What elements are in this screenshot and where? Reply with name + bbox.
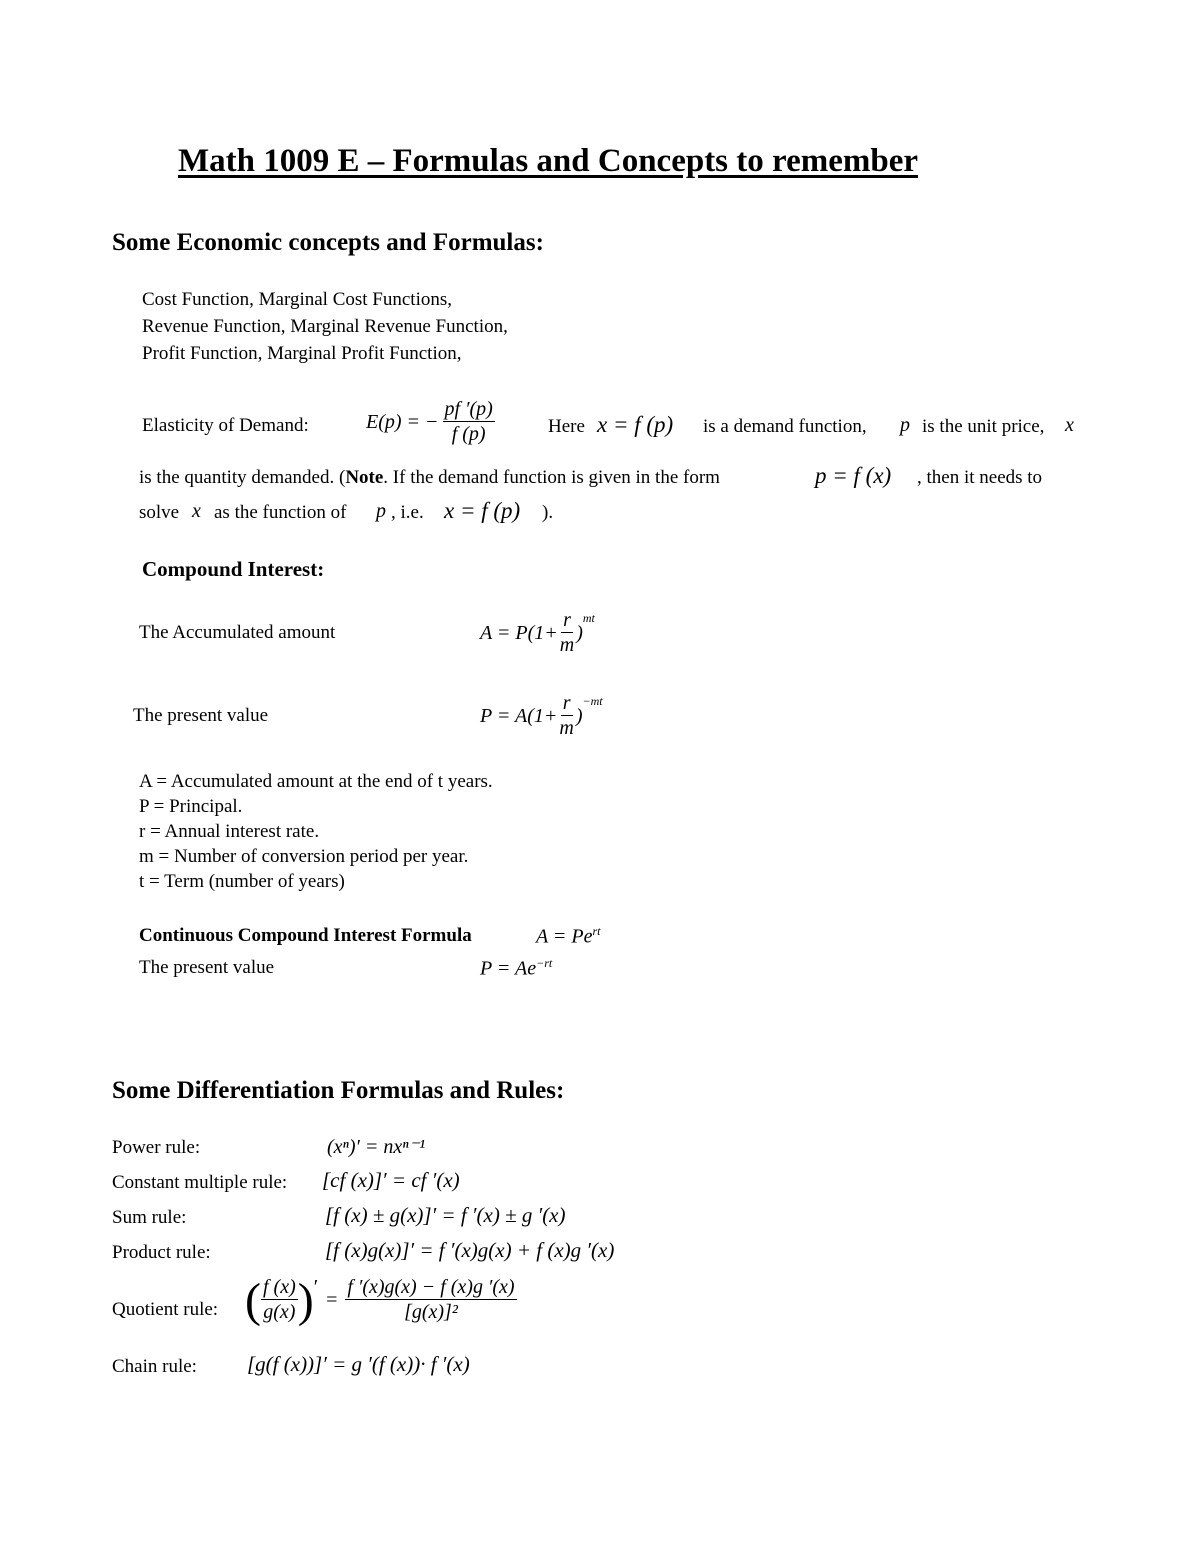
constant-multiple-rule-formula: [cf (x)]′ = cf ′(x) xyxy=(322,1168,460,1192)
r-over-m-fraction: $\frac{r}{m}$ xyxy=(559,609,575,656)
unit-price-text: is the unit price, xyxy=(922,416,1045,437)
economics-heading: Some Economic concepts and Formulas: xyxy=(112,229,544,256)
quotient-lhs-fraction: $\frac{f (x)}{g(x)}$ xyxy=(262,1276,296,1323)
note-line-start: is the quantity demanded. (Note. If the demand function is given in the form xyxy=(139,467,720,488)
product-rule-formula: [f (x)g(x)]′ = f ′(x)g(x) + f (x)g ′(x) xyxy=(325,1238,615,1262)
power-rule-name: Power rule: xyxy=(112,1137,201,1158)
present-formula: P = A(1+ $\frac{r}{m}$ ) $^{-mt}$ xyxy=(480,692,603,739)
elasticity-here: Here xyxy=(548,416,585,437)
definition-t: t = Term (number of years) xyxy=(139,871,345,892)
definition-m: m = Number of conversion period per year. xyxy=(139,846,469,867)
sum-rule-name: Sum rule: xyxy=(112,1207,187,1228)
definition-r: r = Annual interest rate. xyxy=(139,821,320,842)
power-rule-formula: (xⁿ)′ = nxⁿ⁻¹ xyxy=(327,1136,426,1158)
definition-a: A = Accumulated amount at the end of t years. xyxy=(139,771,493,792)
note-bold: Note xyxy=(345,467,384,488)
p-symbol: p xyxy=(900,414,910,436)
note-line-end: , then it needs to xyxy=(917,467,1043,488)
solve-text: solve xyxy=(139,502,180,523)
elasticity-formula xyxy=(366,398,495,447)
sum-rule-formula: [f (x) ± g(x)]′ = f ′(x) ± g ′(x) xyxy=(325,1203,566,1227)
functions-line-2: Revenue Function, Marginal Revenue Function, xyxy=(142,316,508,337)
elasticity-numerator: pf ′(p) xyxy=(444,398,493,420)
left-paren: ( xyxy=(245,1273,261,1327)
quotient-rule-name: Quotient rule: xyxy=(112,1299,219,1320)
elasticity-lhs: E(p) = − xyxy=(366,411,439,433)
page-title: Math 1009 E – Formulas and Concepts to remember xyxy=(178,143,918,179)
functions-line-1: Cost Function, Marginal Cost Functions, xyxy=(142,289,453,310)
elasticity-label: Elasticity of Demand: xyxy=(142,415,309,436)
demand-text: is a demand function, xyxy=(703,416,867,437)
differentiation-heading: Some Differentiation Formulas and Rules: xyxy=(112,1077,565,1104)
present-label: The present value xyxy=(133,705,269,726)
compound-heading: Compound Interest: xyxy=(142,557,325,581)
continuous-present-label: The present value xyxy=(139,957,275,978)
continuous-heading: Continuous Compound Interest Formula xyxy=(139,925,472,946)
solve-p: p xyxy=(376,500,386,522)
elasticity-denominator: f (p) xyxy=(451,423,486,445)
continuous-present-formula: $P = Ae^{-rt}$ xyxy=(480,956,553,980)
r-over-m-fraction-2: $\frac{r}{m}$ xyxy=(559,692,574,739)
constant-multiple-rule-name: Constant multiple rule: xyxy=(112,1172,288,1193)
accumulated-formula: A = P(1+ $\frac{r}{m}$ ) $^{mt}$ xyxy=(480,609,595,656)
continuous-formula: $A = Pe^{rt}$ xyxy=(536,924,601,948)
line3-end: ). xyxy=(542,502,554,523)
definition-p: P = Principal. xyxy=(139,796,243,817)
p-equals-fx: p = f (x) xyxy=(815,463,892,488)
right-paren: ) xyxy=(297,1273,314,1327)
product-rule-name: Product rule: xyxy=(112,1242,211,1263)
ie-text: , i.e. xyxy=(391,502,424,523)
accumulated-label: The Accumulated amount xyxy=(139,622,336,643)
x-equals-fp: x = f (p) xyxy=(597,412,674,437)
chain-rule-formula: [g(f (x))]′ = g ′(f (x))· f ′(x) xyxy=(247,1352,470,1376)
quotient-rhs-fraction: $\frac{f '(x)g(x) - f (x)g '(x)}{\text{[g(x)]²}}$ xyxy=(347,1276,515,1323)
chain-rule-name: Chain rule: xyxy=(112,1356,197,1377)
as-function-of-text: as the function of xyxy=(214,502,347,523)
elasticity-fraction xyxy=(443,398,495,447)
x-equals-fp-2: x = f (p) xyxy=(444,498,521,523)
x-symbol: x xyxy=(1065,414,1074,436)
functions-line-3: Profit Function, Marginal Profit Function, xyxy=(142,343,462,364)
quotient-rule-formula: ( $\frac{f (x)}{g(x)}$ ) ′ = $\frac{f '(x)g(x) - f (x)g '(x)}{\text{[g(x)]²}}$ xyxy=(245,1273,515,1327)
solve-x: x xyxy=(192,500,201,522)
